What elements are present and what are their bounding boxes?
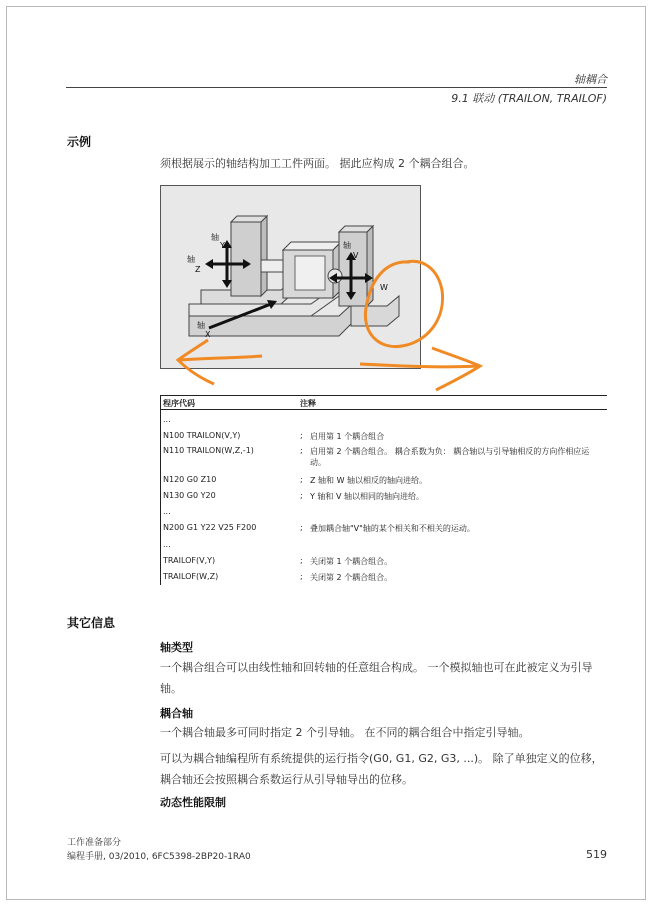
page-number: 519: [586, 848, 607, 861]
coupled-axis-text-1: 一个耦合轴最多可同时指定 2 个引导轴。 在不同的耦合组合中指定引导轴。: [160, 726, 530, 739]
table-row: TRAILOF(W,Z) ; 关闭第 2 个耦合组合。: [163, 572, 393, 582]
machine-illustration: [161, 186, 422, 370]
footer-line-1: 工作准备部分: [67, 838, 122, 848]
example-intro: 须根据展示的轴结构加工工件两面。 据此应构成 2 个耦合组合。: [160, 157, 475, 170]
header-code: 程序代码: [163, 399, 195, 408]
header-chapter: 轴耦合: [574, 73, 607, 86]
header-section: 9.1 联动 (TRAILON, TRAILOF): [451, 92, 607, 105]
axis-type-title: 轴类型: [160, 641, 193, 654]
table-row: N130 G0 Y20 ; Y 轴和 V 轴以相同的轴向进给。: [163, 491, 424, 501]
label-axis-w: W: [380, 283, 388, 292]
label-axis-v: 轴V: [343, 241, 359, 260]
table-header: [160, 395, 607, 410]
label-axis-z: 轴Z: [187, 255, 201, 274]
coupled-axis-text-2: 可以为耦合轴编程所有系统提供的运行指令(G0, G1, G2, G3, ...)。 除了单独定义的位移，耦合轴还会按照耦合系数运行从引导轴导出的位移。: [160, 752, 603, 786]
axis-structure-figure: [160, 185, 421, 369]
label-axis-x: 轴X: [197, 321, 211, 339]
header-rule: [66, 87, 607, 88]
table-row: TRAILOF(V,Y) ; 关闭第 1 个耦合组合。: [163, 556, 393, 566]
example-heading: 示例: [67, 135, 92, 149]
table-row: ...: [163, 415, 171, 424]
label-axis-y: 轴Y: [211, 233, 225, 250]
table-row: N200 G1 Y22 V25 F200 ; 叠加耦合轴"V"轴的某个相关和不相关的运动。: [163, 523, 475, 533]
table-row: N100 TRAILON(V,Y) ; 启用第 1 个耦合组合: [163, 431, 385, 441]
header-comment: 注释: [300, 399, 316, 408]
footer-line-2: 编程手册, 03/2010, 6FC5398-2BP20-1RA0: [67, 852, 251, 862]
table-row: N110 TRAILON(W,Z,-1) ; 启用第 2 个耦合组合。 耦合系数为负： 耦合轴以与引导轴相反的方向作相应运动。: [163, 446, 590, 467]
table-row: ...: [163, 507, 171, 516]
dynamic-title: 动态性能限制: [160, 796, 226, 809]
table-row: ...: [163, 540, 171, 549]
more-info-heading: 其它信息: [67, 616, 116, 630]
axis-type-text: 一个耦合组合可以由线性轴和回转轴的任意组合构成。 一个模拟轴也可在此被定义为引导轴。: [160, 661, 593, 695]
table-row: N120 G0 Z10 ; Z 轴和 W 轴以相反的轴向进给。: [163, 475, 428, 485]
coupled-axis-title: 耦合轴: [160, 707, 193, 720]
